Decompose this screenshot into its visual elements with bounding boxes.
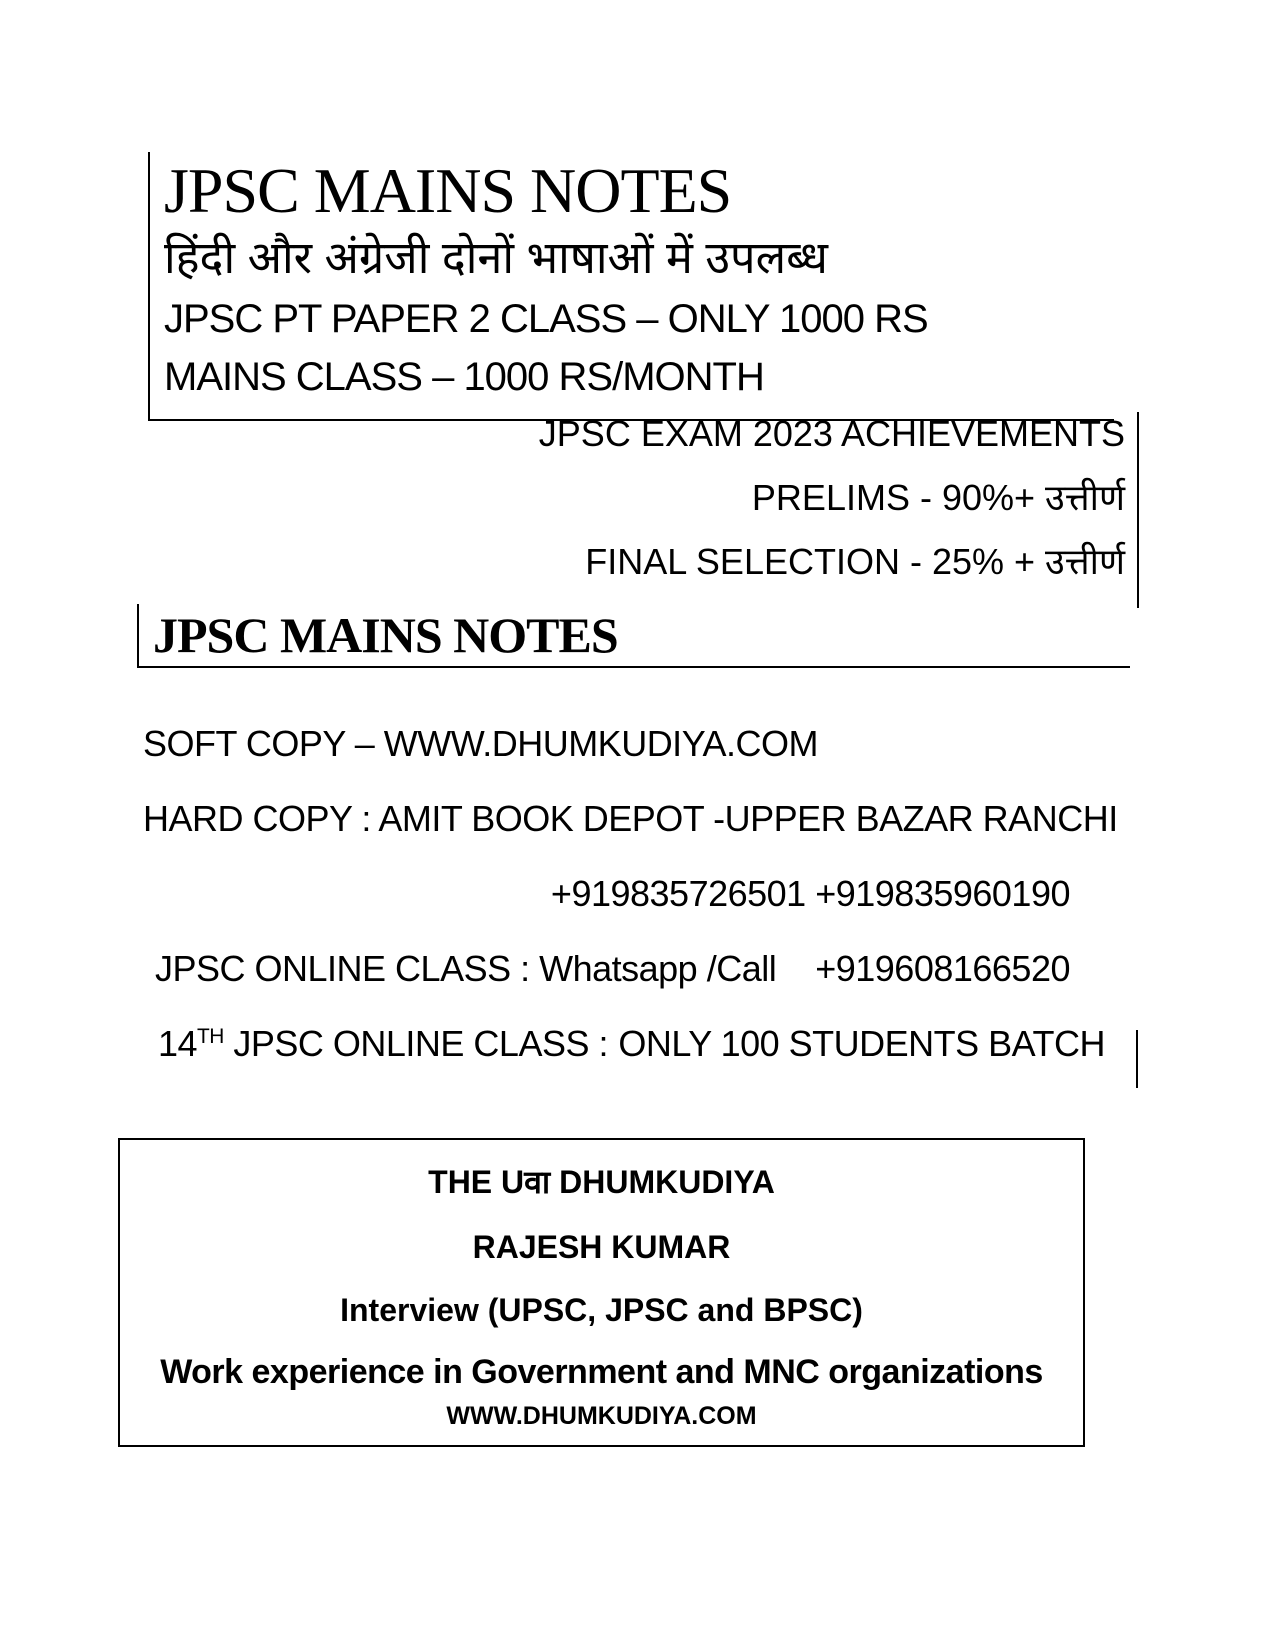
website-line: WWW.DHUMKUDIYA.COM — [446, 1402, 757, 1430]
text-cursor-bar — [1136, 1030, 1138, 1088]
batch-value: ONLY 100 STUDENTS BATCH — [618, 1023, 1105, 1064]
batch-ordinal-suffix: TH — [197, 1025, 224, 1048]
batch-number: 14 — [158, 1023, 198, 1064]
online-class-line — [155, 947, 1070, 990]
notes-section-title: JPSC MAINS NOTES — [153, 607, 618, 663]
phone-numbers-line: +919835726501 +919835960190 — [550, 873, 1070, 914]
main-title: JPSC MAINS NOTES — [164, 155, 732, 226]
pt-paper-class-line: JPSC PT PAPER 2 CLASS – ONLY 1000 RS — [164, 297, 928, 342]
brand-line: THE Uवा DHUMKUDIYA — [428, 1164, 775, 1200]
batch-label — [158, 1022, 608, 1065]
footer-box — [118, 1138, 1085, 1447]
notes-section-heading-block — [137, 604, 1130, 668]
achievements-block — [539, 412, 1139, 608]
hard-copy-line: HARD COPY : AMIT BOOK DEPOT -UPPER BAZAR RANCHI — [143, 798, 1118, 839]
interview-line: Interview (UPSC, JPSC and BPSC) — [340, 1292, 863, 1328]
online-class-label: JPSC ONLINE CLASS : Whatsapp /Call — [155, 948, 777, 989]
batch-class-label: JPSC ONLINE CLASS : — [223, 1023, 608, 1064]
header-block — [148, 152, 1114, 421]
mains-class-line: MAINS CLASS – 1000 RS/MONTH — [164, 355, 764, 400]
experience-line: Work experience in Government and MNC organizations — [160, 1353, 1043, 1391]
subtitle-hindi: हिंदी और अंग्रेजी दोनों भाषाओं में उपलब्ध — [164, 232, 828, 284]
soft-copy-line: SOFT COPY – WWW.DHUMKUDIYA.COM — [143, 723, 819, 764]
batch-line — [158, 1022, 1105, 1065]
online-class-phone: +919608166520 — [815, 948, 1070, 989]
achievements-heading: JPSC EXAM 2023 ACHIEVEMENTS — [538, 413, 1125, 454]
final-selection-result-line: FINAL SELECTION - 25% + उत्तीर्ण — [585, 541, 1125, 582]
person-name: RAJESH KUMAR — [472, 1229, 731, 1265]
prelims-result-line: PRELIMS - 90%+ उत्तीर्ण — [751, 477, 1125, 518]
